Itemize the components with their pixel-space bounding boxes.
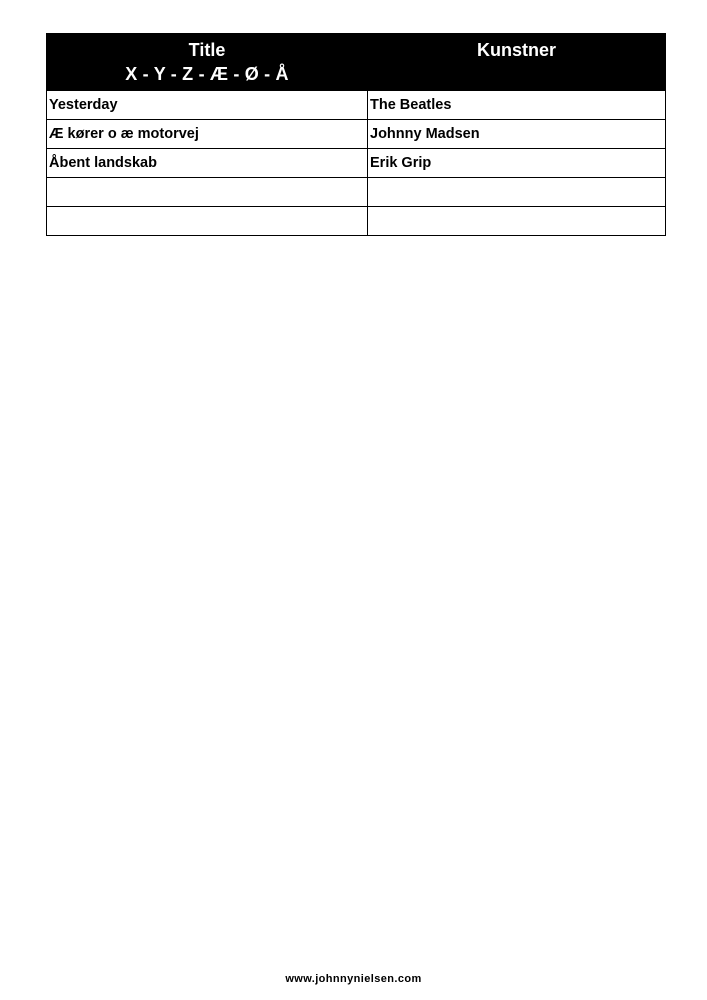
table-header-row [47,34,666,91]
title-column-header [47,34,368,91]
artist-cell [368,207,666,236]
artist-cell: The Beatles [368,91,666,120]
table-row [47,91,666,120]
artist-column-header [368,34,666,91]
artist-cell: Erik Grip [368,149,666,178]
letter-range-label: X - Y - Z - Æ - Ø - Å [125,64,289,84]
song-title-cell [47,178,368,207]
table-row [47,178,666,207]
song-title-cell [47,207,368,236]
song-title-cell: Åbent landskab [47,149,368,178]
table-row [47,120,666,149]
artist-cell: Johnny Madsen [368,120,666,149]
table-row [47,149,666,178]
table-row [47,207,666,236]
song-table [46,33,666,236]
artist-cell [368,178,666,207]
artist-header-label: Kunstner [476,40,556,60]
footer-url: www.johnnynielsen.com [285,973,422,985]
song-title-cell: Æ kører o æ motorvej [47,120,368,149]
song-title-cell: Yesterday [47,91,368,120]
title-header-label: Title [188,40,226,60]
